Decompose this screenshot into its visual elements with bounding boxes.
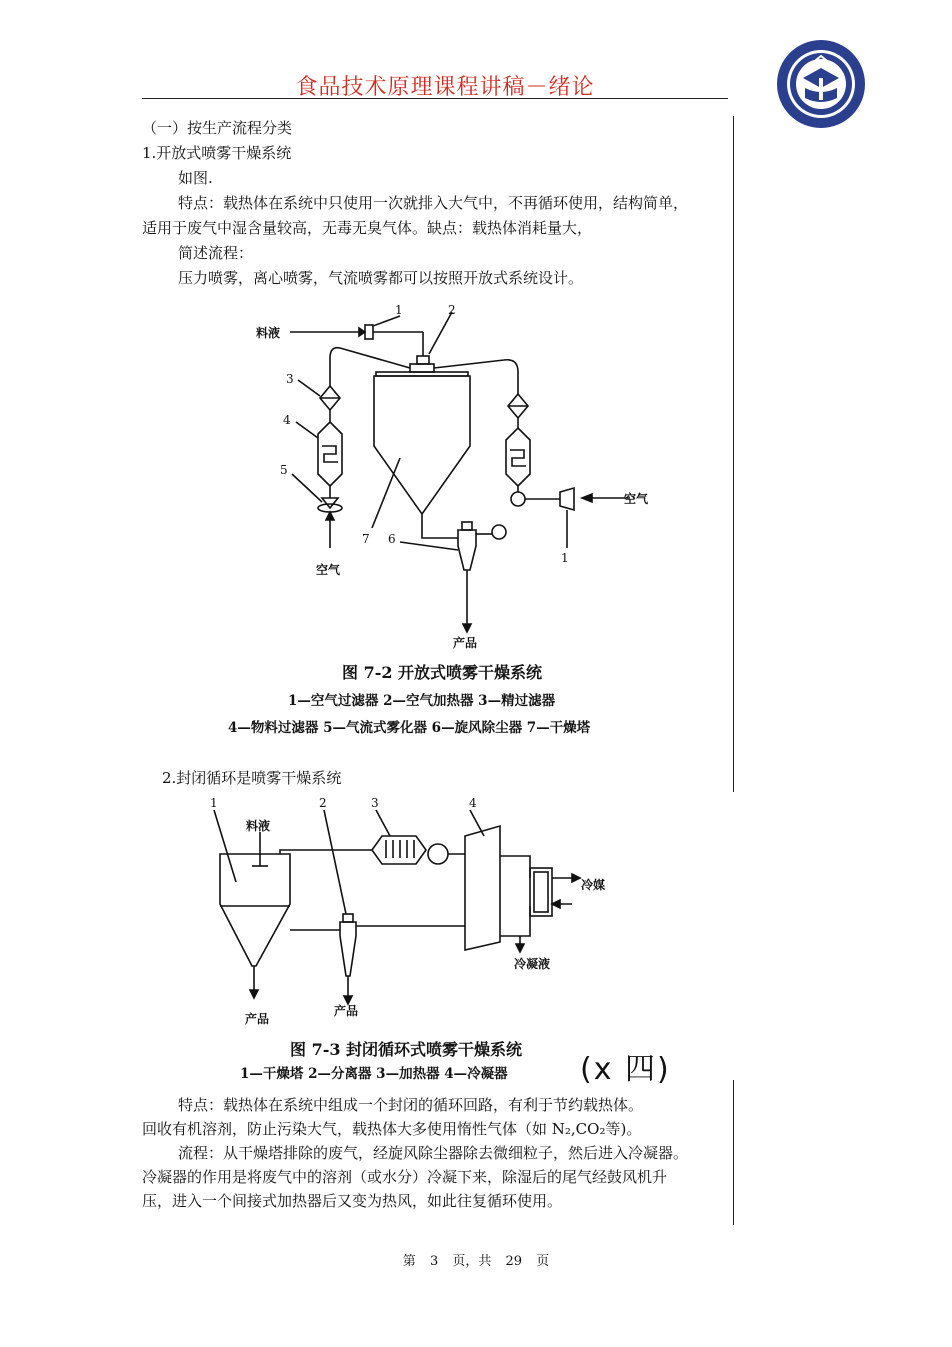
item1-title: 1.开放式喷雾干燥系统 <box>142 144 292 162</box>
item1-feature-line2: 适用于废气中湿含量较高，无毒无臭气体。缺点：载热体消耗量大， <box>142 219 593 237</box>
closed-feature-line1: 特点：载热体在系统中组成一个封闭的循环回路，有利于节约载热体。 <box>178 1096 644 1114</box>
item1-flow-label: 简述流程： <box>178 244 254 262</box>
item2-title: 2.封闭循环是喷雾干燥系统 <box>162 769 342 787</box>
fig1-num-7: 7 <box>362 532 370 546</box>
fig1-num-2: 4 <box>283 413 291 427</box>
fig1-num-4: 1 <box>395 303 403 317</box>
section-heading: （一）按生产流程分类 <box>142 119 293 137</box>
margin-bar-top <box>733 116 734 792</box>
closed-flow-line2: 冷凝器的作用是将废气中的溶剂（或水分）冷凝下来，除湿后的尾气经鼓风机升 <box>142 1168 668 1186</box>
fig2-num-4: 4 <box>469 796 477 810</box>
fig2-label-feed: 料液 <box>246 819 271 833</box>
closed-feature-line2: 回收有机溶剂，防止污染大气，载热体大多使用惰性气体（如 N₂,CO₂等)。 <box>142 1120 642 1138</box>
fig2-legend: 1—干燥塔 2—分离器 3—加热器 4—冷凝器 <box>240 1066 508 1082</box>
fig1-legend-line1: 1—空气过滤器 2—空气加热器 3—精过滤器 <box>288 693 556 709</box>
fig1-label-feed: 料液 <box>256 326 281 340</box>
fig1-num-5: 2 <box>448 303 456 317</box>
fig2-num-3: 3 <box>371 796 379 810</box>
fig1-caption: 图 7-2 开放式喷雾干燥系统 <box>342 663 543 682</box>
fig2-label-coolant: 冷媒 <box>581 878 606 892</box>
item1-flow-text: 压力喷雾，离心喷雾，气流喷雾都可以按照开放式系统设计。 <box>178 269 584 287</box>
fig2-caption: 图 7-3 封闭循环式喷雾干燥系统 <box>290 1040 523 1059</box>
footer-suffix: 页 <box>536 1254 550 1269</box>
footer-prefix: 第 <box>402 1254 416 1269</box>
fig1-num-6: 6 <box>388 532 396 546</box>
page-footer <box>0 1250 952 1269</box>
footer-page: 3 <box>429 1254 439 1269</box>
handwritten-note: (ⅹ 四) <box>580 1052 671 1087</box>
footer-total: 29 <box>505 1254 523 1269</box>
fig2-label-product-left: 产品 <box>245 1012 270 1026</box>
fig2-label-condensate: 冷凝液 <box>514 957 551 971</box>
fig1-legend-line2: 4—物料过滤器 5—气流式雾化器 6—旋风除尘器 7—干燥塔 <box>228 720 591 736</box>
item1-feature-line1: 特点：载热体在系统中只使用一次就排入大气中，不再循环使用，结构简单， <box>178 194 689 212</box>
fig1-label-air-right: 空气 <box>624 492 649 506</box>
header-divider <box>142 98 728 99</box>
open-system-diagram <box>240 298 690 654</box>
footer-middle: 页，共 <box>452 1254 492 1269</box>
fig1-label-product: 产品 <box>453 636 478 650</box>
university-logo <box>775 38 867 130</box>
closed-flow-line1: 流程：从干燥塔排除的废气，经旋风除尘器除去微细粒子，然后进入冷凝器。 <box>178 1144 689 1162</box>
fig1-num-1-left: 5 <box>280 463 288 477</box>
fig2-num-2: 2 <box>319 796 327 810</box>
margin-bar-bottom <box>733 1080 734 1225</box>
item1-ref: 如图. <box>178 169 213 187</box>
closed-flow-line3: 压，进入一个间接式加热器后又变为热风，如此往复循环使用。 <box>142 1192 563 1210</box>
fig1-num-3: 3 <box>286 372 294 386</box>
fig1-label-air-left: 空气 <box>316 563 341 577</box>
page-title: 食品技术原理课程讲稿－绪论 <box>295 75 595 100</box>
fig2-num-1: 1 <box>210 796 218 810</box>
fig1-num-1-right: 1 <box>561 551 569 565</box>
fig2-label-product-right: 产品 <box>334 1004 359 1018</box>
